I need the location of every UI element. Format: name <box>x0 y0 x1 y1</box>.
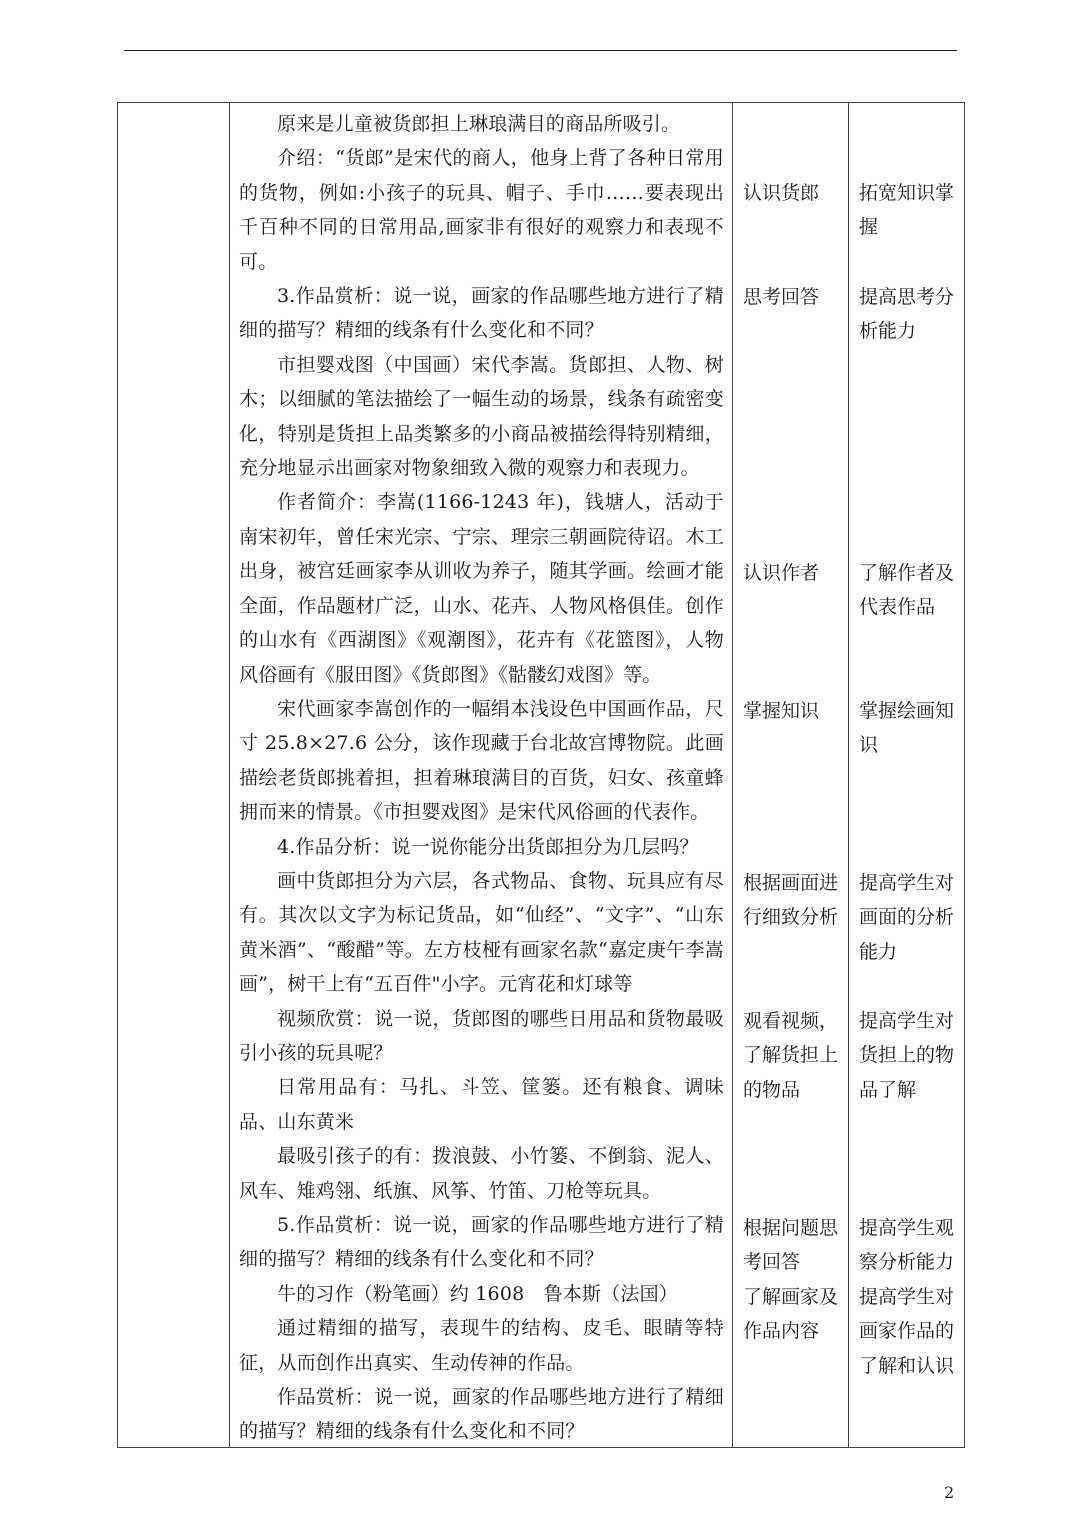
design-intent-note: 提高学生对画家作品的了解和认识 <box>859 1286 955 1377</box>
student-activity-note: 根据问题思考回答 <box>743 1217 839 1274</box>
content-paragraph: 原来是儿童被货郎担上琳琅满目的商品所吸引。 <box>277 113 681 135</box>
content-paragraph: 市担婴戏图（中国画）宋代李嵩。货郎担、人物、树木；以细腻的笔法描绘了一幅生动的场景，线条有疏密变化，特别是货担上品类繁多的小商品被描绘得特别精细，充分地显示出画家对物象细致入微的观察力和表现力。 <box>239 353 724 480</box>
content-paragraph: 3.作品赏析：说一说，画家的作品哪些地方进行了精细的描写？精细的线条有什么变化和不同？ <box>239 285 724 342</box>
design-intent-note: 提高思考分析能力 <box>859 286 955 343</box>
content-paragraph: 作者简介：李嵩(1166-1243 年)，钱塘人，活动于南宋初年，曾任宋光宗、宁宗、理宗三朝画院待诏。木工出身，被宫廷画家李从训收为养子，随其学画。绘画才能全面，作品题材广泛，山水、花卉、人物风格俱佳。创作的山水有《西湖图》《观潮图》，花卉有《花篮图》，人物风俗画有《服田图》《货郎图》《骷髅幻戏图》等。 <box>239 491 724 686</box>
content-paragraph: 画中货郎担分为六层，各式物品、食物、玩具应有尽有。其次以文字为标记货品，如“仙经”、“文字”、“山东黄米酒”、“酸醋”等。左方枝桠有画家名款“嘉定庚午李嵩画”，树干上有“五百件"小字。元宵花和灯球等 <box>239 869 724 996</box>
stage-cell <box>118 103 230 1448</box>
student-activity-note: 认识货郎 <box>743 182 820 204</box>
content-paragraph: 最吸引孩子的有：拨浪鼓、小竹篓、不倒翁、泥人、风车、雉鸡翎、纸旗、风筝、竹笛、刀枪等玩具。 <box>239 1145 724 1202</box>
content-paragraph: 介绍：“货郎”是宋代的商人，他身上背了各种日常用的货物，例如:小孩子的玩具、帽子、手巾……要表现出千百种不同的日常用品,画家非有很好的观察力和表现不可。 <box>239 147 724 273</box>
design-intent-note: 提高学生观察分析能力 <box>859 1217 955 1274</box>
student-activity-note: 思考回答 <box>743 286 820 308</box>
header-rule <box>124 50 957 51</box>
student-activity-note: 认识作者 <box>743 562 820 584</box>
table-row <box>118 103 965 1448</box>
page-number: 2 <box>944 1483 955 1502</box>
lesson-plan-table <box>117 102 965 1448</box>
design-intent-note: 了解作者及代表作品 <box>859 562 955 619</box>
student-activity-note: 了解画家及作品内容 <box>743 1286 839 1343</box>
student-activity-cell <box>733 103 849 1448</box>
design-intent-cell <box>849 103 965 1448</box>
student-activity-note: 掌握知识 <box>743 700 820 722</box>
content-paragraph: 宋代画家李嵩创作的一幅绢本浅设色中国画作品，尺寸 25.8×27.6 公分，该作现藏于台北故宫博物院。此画描绘老货郎挑着担，担着琳琅满目的百货，妇女、孩童蜂拥而来的情景。《市担婴戏图》是宋代风俗画的代表作。 <box>239 697 724 824</box>
design-intent-note: 掌握绘画知识 <box>859 700 955 757</box>
content-paragraph: 视频欣赏：说一说，货郎图的哪些日用品和货物最吸引小孩的玩具呢？ <box>239 1007 724 1064</box>
teaching-content-cell <box>230 103 733 1448</box>
student-activity-note: 根据画面进行细致分析 <box>743 872 839 929</box>
content-paragraph: 日常用品有：马扎、斗笠、筐篓。还有粮食、调味品、山东黄米 <box>239 1076 724 1133</box>
design-intent-note: 提高学生对画面的分析能力 <box>859 872 955 963</box>
student-activity-note: 观看视频，了解货担上的物品 <box>743 1010 839 1101</box>
content-paragraph: 作品赏析：说一说，画家的作品哪些地方进行了精细的描写？精细的线条有什么变化和不同？ <box>239 1386 724 1443</box>
content-paragraph: 牛的习作（粉笔画）约 1608 鲁本斯（法国） <box>277 1282 678 1305</box>
content-paragraph: 通过精细的描写，表现牛的结构、皮毛、眼睛等特征，从而创作出真实、生动传神的作品。 <box>239 1317 724 1374</box>
design-intent-note: 提高学生对货担上的物品了解 <box>859 1010 955 1101</box>
content-paragraph: 4.作品分析：说一说你能分出货郎担分为几层吗？ <box>277 835 699 858</box>
content-paragraph: 5.作品赏析：说一说，画家的作品哪些地方进行了精细的描写？精细的线条有什么变化和不同？ <box>239 1214 724 1271</box>
design-intent-note: 拓宽知识掌握 <box>859 182 955 239</box>
